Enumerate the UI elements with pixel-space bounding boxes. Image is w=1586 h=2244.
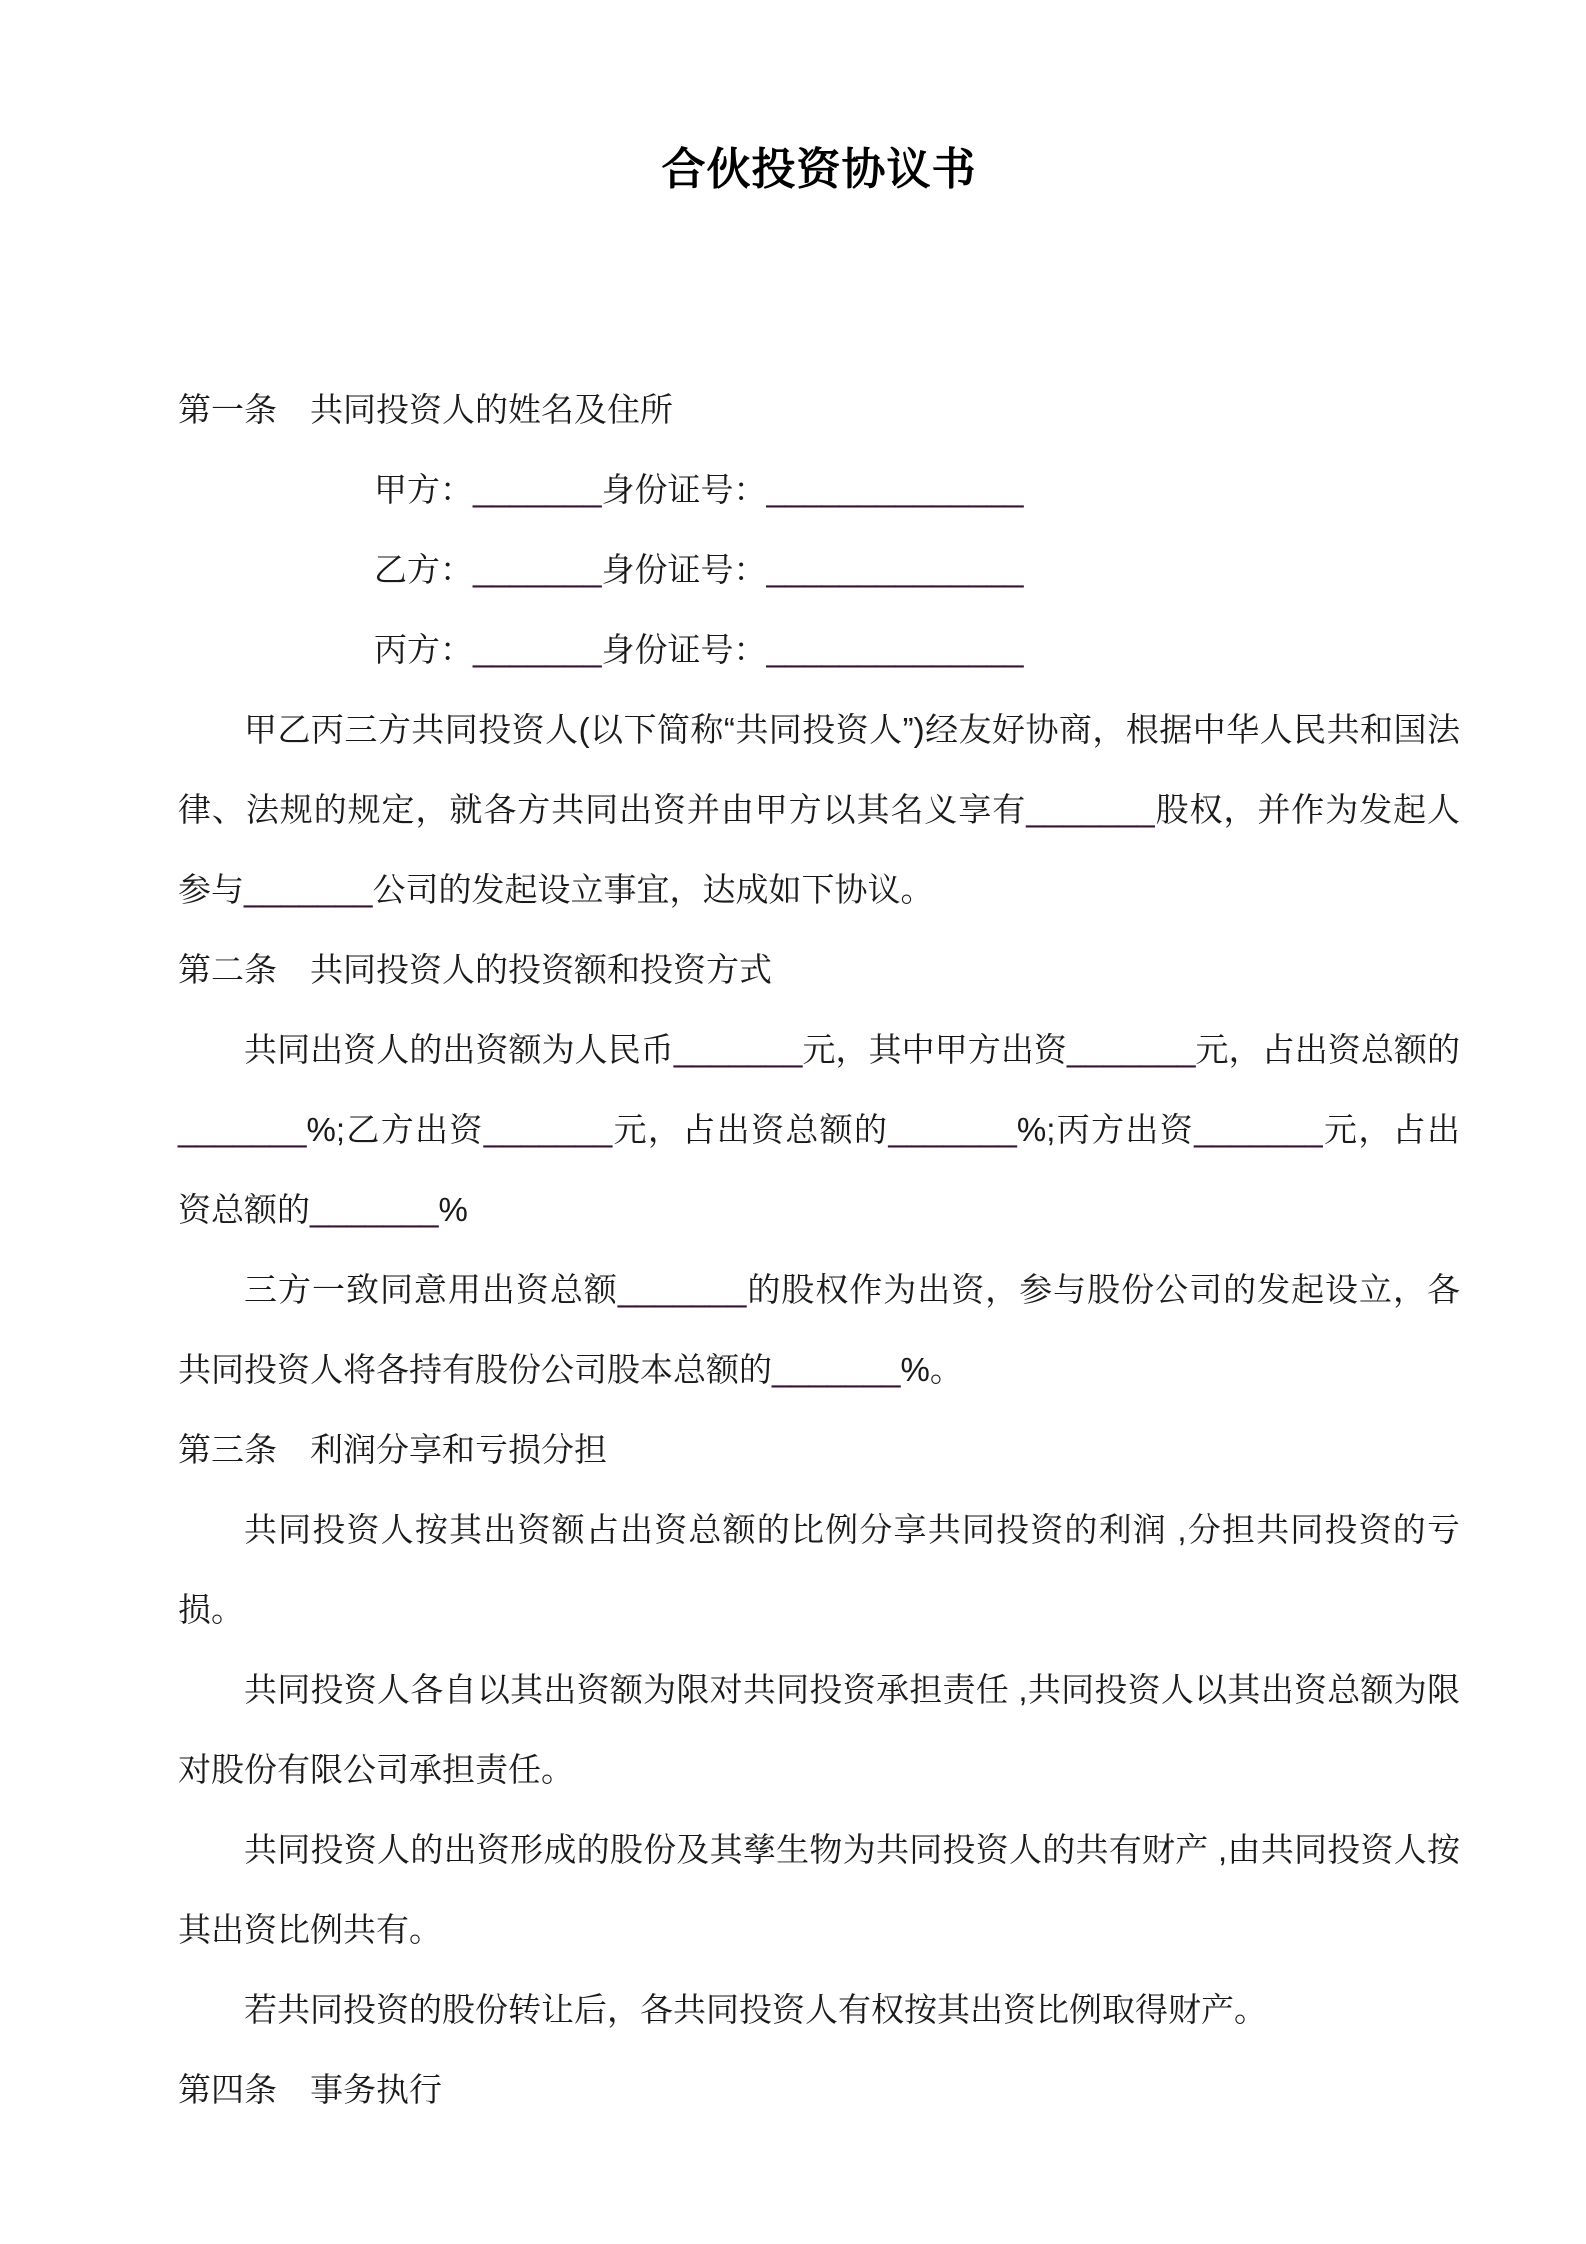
paragraph-share-transfer: 若共同投资的股份转让后，各共同投资人有权按其出资比例取得财产。 (244, 1991, 1267, 2028)
title-spacer (178, 212, 1460, 370)
party-line-party-c: 丙方：_______身份证号：______________ (374, 631, 1024, 668)
fill-in-blank: _______ (473, 551, 602, 588)
fill-in-blank: _______ (473, 631, 602, 668)
fill-in-blank: _______ (1066, 1031, 1196, 1068)
fill-in-blank: _______ (888, 1111, 1017, 1148)
party-line-party-b: 乙方：_______身份证号：______________ (374, 551, 1024, 588)
fill-in-blank: _______ (310, 1191, 439, 1228)
fill-in-blank: _______ (483, 1111, 613, 1148)
paragraph-joint-property: 共同投资人的出资形成的股份及其孳生物为共同投资人的共有财产 ,由共同投资人按其出资比例共有。 (178, 1831, 1460, 1948)
party-line-party-a: 甲方：_______身份证号：______________ (374, 471, 1024, 508)
fill-in-blank: ______________ (766, 631, 1024, 668)
heading-article-2: 第二条 共同投资人的投资额和投资方式 (178, 951, 772, 988)
paragraph-profit-sharing: 共同投资人按其出资额占出资总额的比例分享共同投资的利润 ,分担共同投资的亏损。 (178, 1511, 1460, 1628)
fill-in-blank: ______________ (766, 551, 1024, 588)
fill-in-blank: _______ (1026, 791, 1155, 828)
fill-in-blank: _______ (772, 1351, 901, 1388)
fill-in-blank: _______ (1194, 1111, 1323, 1148)
fill-in-blank: _______ (244, 871, 373, 908)
fill-in-blank: _______ (673, 1031, 803, 1068)
fill-in-blank: _______ (617, 1271, 747, 1308)
heading-article-3: 第三条 利润分享和亏损分担 (178, 1431, 607, 1468)
paragraph-liability: 共同投资人各自以其出资额为限对共同投资承担责任 ,共同投资人以其出资总额为限对股份有限公司承担责任。 (178, 1671, 1460, 1788)
heading-article-1: 第一条 共同投资人的姓名及住所 (178, 391, 673, 428)
paragraph-investment-amount: 共同出资人的出资额为人民币_______元，其中甲方出资_______元，占出资总额的_______%;乙方出资_______元，占出资总额的_______%;丙方出资_______元，占出资总额的_______% (178, 1031, 1461, 1228)
fill-in-blank: _______ (473, 471, 602, 508)
fill-in-blank: _______ (178, 1111, 307, 1148)
heading-article-4: 第四条 事务执行 (178, 2071, 442, 2108)
fill-in-blank: ______________ (766, 471, 1024, 508)
document-title: 合伙投资协议书 (661, 145, 977, 194)
paragraph-preamble: 甲乙丙三方共同投资人(以下简称“共同投资人”)经友好协商，根据中华人民共和国法律、法规的规定，就各方共同出资并由甲方以其名义享有_______股权，并作为发起人参与_______公司的发起设立事宜，达成如下协议。 (178, 711, 1461, 908)
paragraph-equity-contribution: 三方一致同意用出资总额_______的股权作为出资，参与股份公司的发起设立，各共同投资人将各持有股份公司股本总额的_______%。 (178, 1271, 1461, 1388)
